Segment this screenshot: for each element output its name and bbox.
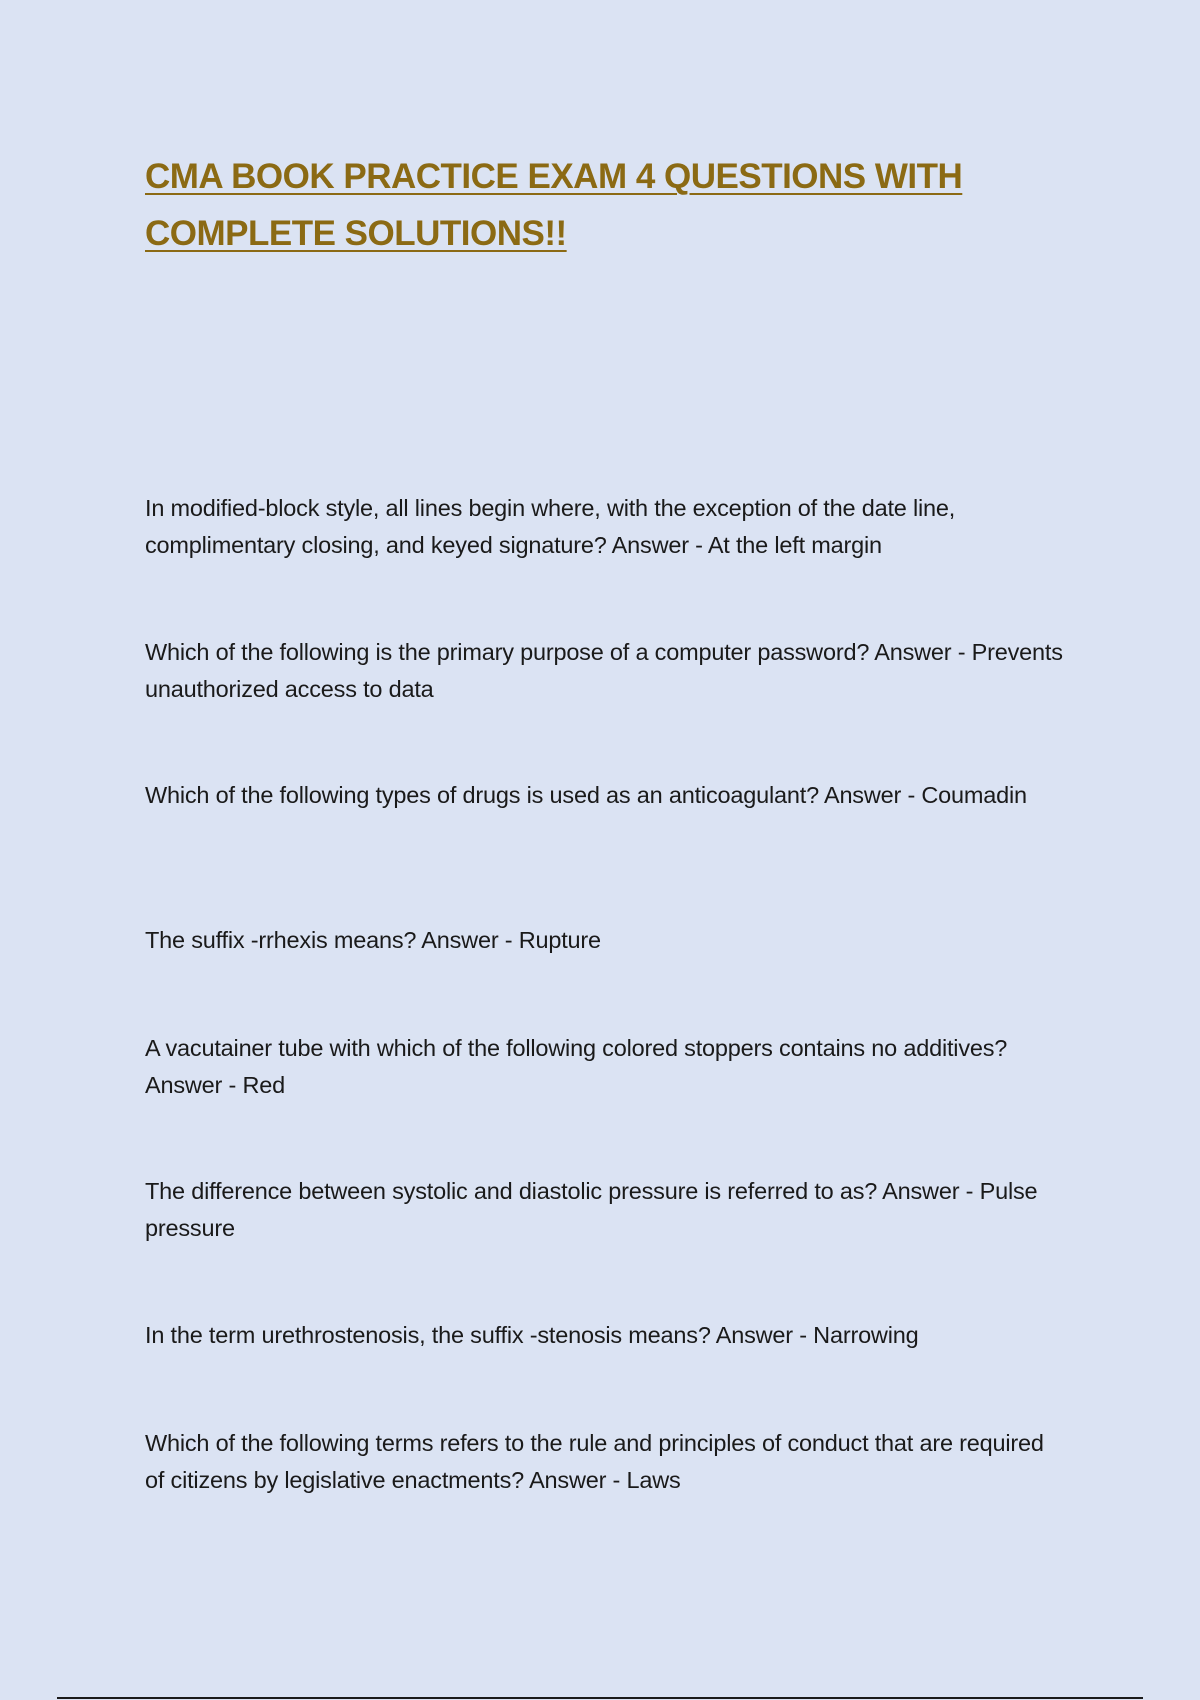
qa-item: Which of the following terms refers to the rule and principles of conduct that are required of citizens by legislative enactments? Answer - Laws [145,1430,1044,1493]
qa-item: A vacutainer tube with which of the following colored stoppers contains no additives? Answer - Red [145,1035,1008,1098]
qa-item: Which of the following is the primary purpose of a computer password? Answer - Prevents unauthorized access to data [145,639,1063,702]
qa-item: The difference between systolic and diastolic pressure is referred to as? Answer - Pulse pressure [145,1178,1038,1241]
document-title: CMA BOOK PRACTICE EXAM 4 QUESTIONS WITH COMPLETE SOLUTIONS!! [145,157,963,253]
qa-item: Which of the following types of drugs is used as an anticoagulant? Answer - Coumadin [145,782,1027,808]
qa-item: The suffix -rrhexis means? Answer - Rupture [145,927,601,953]
qa-item: In the term urethrostenosis, the suffix -stenosis means? Answer - Narrowing [145,1322,919,1348]
footer-divider [57,1697,1143,1699]
qa-item: In modified-block style, all lines begin where, with the exception of the date line, complimentary closing, and keyed signature? Answer - At the left margin [145,495,956,558]
